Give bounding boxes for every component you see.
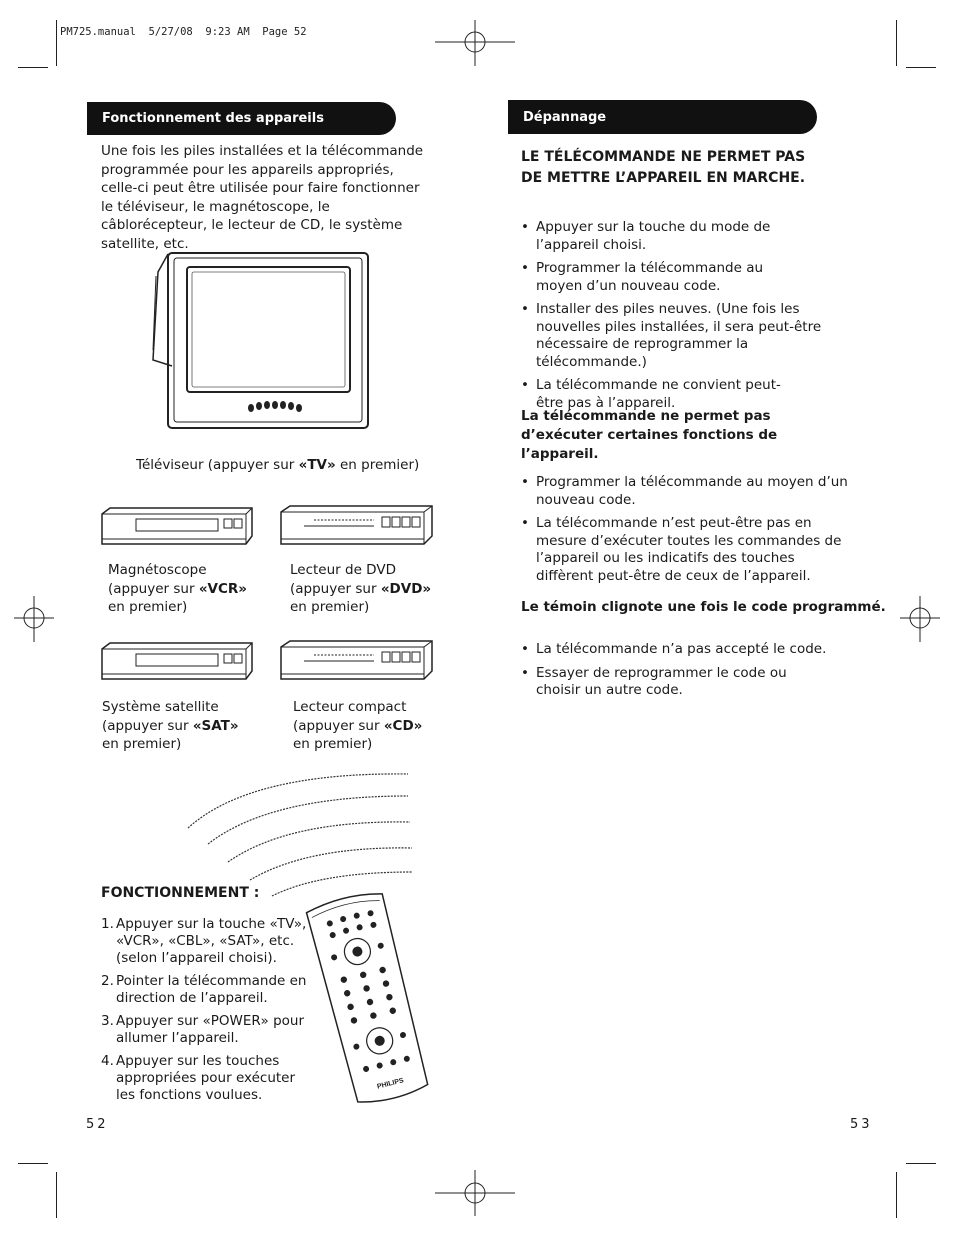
step-item: 1. Appuyer sur la touche «TV», «VCR», «CBL», «SAT», etc. (selon l’appareil choisi). bbox=[101, 916, 307, 966]
signal-waves-icon bbox=[180, 760, 420, 900]
list-item: • La télécommande ne convient peut-être pas à l’appareil. bbox=[521, 377, 856, 412]
satellite-illustration bbox=[100, 641, 256, 683]
problem2-title: La télécommande ne permet pas d’exécuter certaines fonctions de l’appareil. bbox=[521, 408, 778, 462]
list-item: • La télécommande n’est peut-être pas en mesure d’exécuter toutes les commandes de l’appareil ou les indicatifs des touches diffèrent peut-être de ceux de l’appareil. bbox=[521, 515, 856, 585]
print-slug: PM725.manual 5/27/08 9:23 AM Page 52 bbox=[60, 26, 307, 38]
tv-caption: Téléviseur (appuyer sur «TV» en premier) bbox=[136, 457, 420, 473]
problem1-list bbox=[521, 219, 856, 418]
step-item: 4. Appuyer sur les touches appropriées pour exécuter les fonctions voulues. bbox=[101, 1053, 296, 1103]
remote-brand-logo: PHILIPS bbox=[376, 1077, 405, 1091]
dvd-illustration bbox=[278, 504, 436, 548]
registration-mark-bottom bbox=[435, 1170, 515, 1216]
registration-mark-top bbox=[435, 20, 515, 66]
operation-steps bbox=[101, 916, 311, 1110]
page-number-right: 53 bbox=[850, 1117, 873, 1132]
problem3-title: Le témoin clignote une fois le code programmé. bbox=[521, 599, 886, 615]
intro-paragraph: Une fois les piles installées et la télécommande programmée pour les appareils appropriés, celle-ci peut être utilisée pour faire fonctionner le téléviseur, le magnétoscope, le câblorécepteur, le lecteur de CD, le système satellite, etc. bbox=[101, 143, 424, 252]
step-item: 2. Pointer la télécommande en direction de l’appareil. bbox=[101, 973, 307, 1006]
problem2-list bbox=[521, 474, 856, 591]
list-item: • Programmer la télécommande au moyen d’un nouveau code. bbox=[521, 474, 856, 509]
cd-caption: Lecteur compact (appuyer sur «CD» en premier) bbox=[293, 699, 423, 752]
section-header-left: Fonctionnement des appareils bbox=[87, 102, 396, 135]
cd-player-illustration bbox=[278, 639, 436, 683]
section-header-right: Dépannage bbox=[508, 100, 817, 134]
operation-heading: FONCTIONNEMENT : bbox=[101, 885, 260, 901]
list-item: • Installer des piles neuves. (Une fois les nouvelles piles installées, il sera peut-être nécessaire de reprogrammer la télécommande.) bbox=[521, 301, 856, 371]
step-item: 3. Appuyer sur «POWER» pour allumer l’appareil. bbox=[101, 1013, 305, 1046]
list-item: • Appuyer sur la touche du mode de l’appareil choisi. bbox=[521, 219, 856, 254]
list-item: • Programmer la télécommande au moyen d’un nouveau code. bbox=[521, 260, 856, 295]
problem3-list bbox=[521, 641, 856, 706]
vcr-caption: Magnétoscope (appuyer sur «VCR» en premier) bbox=[108, 562, 248, 615]
registration-mark-right bbox=[900, 596, 940, 642]
registration-mark-left bbox=[14, 596, 54, 642]
list-item: • Essayer de reprogrammer le code ou choisir un autre code. bbox=[521, 665, 856, 700]
problem1-title: LE TÉLÉCOMMANDE NE PERMET PAS DE METTRE L’APPAREIL EN MARCHE. bbox=[521, 149, 806, 186]
dvd-caption: Lecteur de DVD (appuyer sur «DVD» en premier) bbox=[290, 562, 432, 615]
remote-control-illustration bbox=[300, 892, 440, 1112]
page-number-left: 52 bbox=[86, 1117, 109, 1132]
list-item: • La télécommande n’a pas accepté le code. bbox=[521, 641, 856, 659]
tv-illustration bbox=[150, 250, 372, 432]
satellite-caption: Système satellite (appuyer sur «SAT» en premier) bbox=[102, 699, 239, 752]
vcr-illustration bbox=[100, 506, 256, 548]
